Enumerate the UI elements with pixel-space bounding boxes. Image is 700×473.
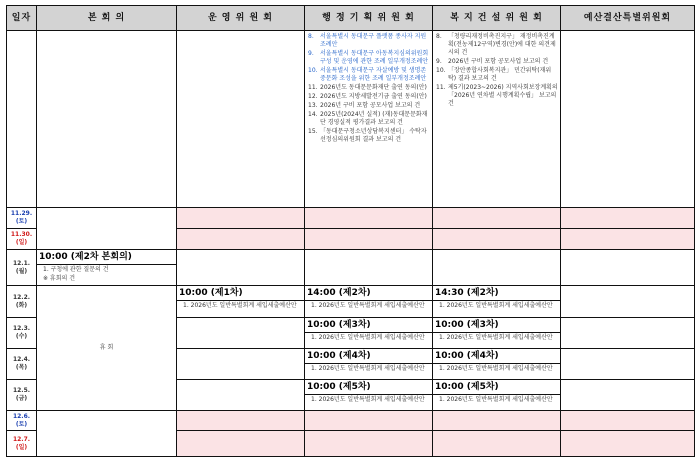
admin-session-cell: 14:00 (제2차) 1. 2026년도 일반특별회계 세입세출예산안 <box>305 286 433 318</box>
list-item: 15. 「동대문구청소년상담복지센터」 수탁자 선정심의위원회 결과 보고의 건 <box>308 128 427 143</box>
list-item: 12. 2026년도 지방세발전기금 출연 동의(안) <box>308 93 427 100</box>
list-item: 10. 서울특별시 동대문구 자살예방 및 생명존중문화 조성을 위한 조례 일부개정조례안 <box>308 67 427 82</box>
header-admin-planning-committee: 행 정 기 획 위 원 회 <box>305 6 433 31</box>
welfare-session-cell: 10:00 (제3차) 1. 2026년도 일반특별회계 세입세출예산안 <box>433 318 561 349</box>
list-item: 8. 「청량리재정비촉진지구」 재정비촉진계획(전농제12구역)변경(안)에 대한 의견제시의 건 <box>436 33 556 56</box>
header-operations-committee: 운 영 위 원 회 <box>177 6 305 31</box>
header-row <box>7 6 695 31</box>
header-date: 일자 <box>7 6 37 31</box>
admin-session-cell: 10:00 (제3차) 1. 2026년도 일반특별회계 세입세출예산안 <box>305 318 433 349</box>
welfare-session-cell: 14:30 (제2차) 1. 2026년도 일반특별회계 세입세출예산안 <box>433 286 561 318</box>
welfare-agenda-cell <box>433 31 561 208</box>
list-item: 9. 2026년 구비 포함 공모사업 보고의 건 <box>436 58 549 65</box>
date-cell: 12.4. (목) <box>7 349 37 380</box>
header-welfare-construction-committee: 복 지 건 설 위 원 회 <box>433 6 561 31</box>
row-11-29 <box>7 208 695 229</box>
list-item: 11. 2026년도 동대문문화재단 출연 동의(안) <box>308 84 427 91</box>
date-cell: 12.5. (금) <box>7 380 37 411</box>
welfare-session-cell: 10:00 (제4차) 1. 2026년도 일반특별회계 세입세출예산안 <box>433 349 561 380</box>
admin-agenda-cell <box>305 31 433 208</box>
plenary-session-title: 10:00 (제2차 본회의) <box>37 250 176 265</box>
date-cell: 12.2. (화) <box>7 286 37 318</box>
list-item: 10. 「장안종합사회복지관」 민간위탁(재위탁) 결과 보고의 건 <box>436 67 552 82</box>
row-12-02 <box>7 286 695 318</box>
schedule-table <box>6 5 695 457</box>
plenary-session-cell <box>37 250 177 286</box>
date-cell: 11.30. (일) <box>7 229 37 250</box>
recess-cell: 휴 회 <box>37 286 177 411</box>
list-item: 8. 서울특별시 동대문구 플랫폼 종사자 지원 조례안 <box>308 33 427 48</box>
list-item: 13. 2026년 구비 포함 공모사업 보고의 건 <box>308 102 421 109</box>
date-cell: 11.29. (토) <box>7 208 37 229</box>
date-cell: 12.1. (월) <box>7 250 37 286</box>
plenary-note: ※ 휴회의 건 <box>43 275 76 282</box>
list-item: 9. 서울특별시 동대문구 아동복지심의위원회 구성 및 운영에 관한 조례 일부개정조례안 <box>308 50 429 65</box>
header-plenary: 본 회 의 <box>37 6 177 31</box>
date-cell: 12.3. (수) <box>7 318 37 349</box>
list-item: 11. 제5기(2023~2026) 지역사회보장계획의 「2026년 연차별 시행계획수립」 보고의 건 <box>436 84 558 107</box>
plenary-item: 1. 구청에 관한 질문의 건 <box>43 266 109 273</box>
header-budget-committee: 예산결산특별위원회 <box>561 6 695 31</box>
list-item: 14. 2025년(2024년 실적) (재)동대문문화재단 경영실적 평가결과 보고의 건 <box>308 111 428 126</box>
row-12-06 <box>7 411 695 431</box>
welfare-session-cell: 10:00 (제5차) 1. 2026년도 일반특별회계 세입세출예산안 <box>433 380 561 411</box>
continuation-row <box>7 31 695 208</box>
welfare-agenda-list <box>436 33 558 108</box>
date-cell: 12.7. (일) <box>7 431 37 457</box>
row-12-01 <box>7 250 695 286</box>
operations-session-cell: 10:00 (제1차) 1. 2026년도 일반특별회계 세입세출예산안 <box>177 286 305 318</box>
admin-session-cell: 10:00 (제5차) 1. 2026년도 일반특별회계 세입세출예산안 <box>305 380 433 411</box>
admin-session-cell: 10:00 (제4차) 1. 2026년도 일반특별회계 세입세출예산안 <box>305 349 433 380</box>
admin-agenda-list <box>308 33 430 144</box>
date-cell: 12.6. (토) <box>7 411 37 431</box>
